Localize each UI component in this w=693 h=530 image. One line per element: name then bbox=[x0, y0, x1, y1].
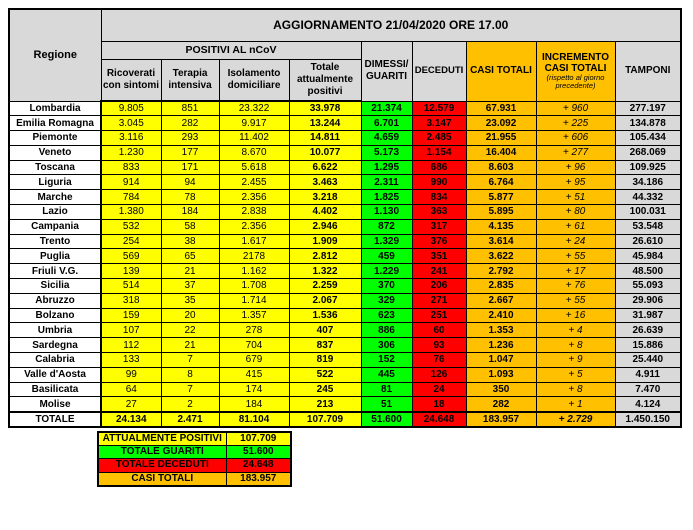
casi-totali-value: 2.410 bbox=[466, 308, 536, 323]
tamponi-value: 26.610 bbox=[615, 234, 681, 249]
totale-positivi-value: 6.622 bbox=[289, 160, 361, 175]
table-row bbox=[9, 175, 681, 190]
incremento-value: + 8 bbox=[536, 338, 615, 353]
table-row bbox=[9, 264, 681, 279]
isolamento-value: 5.618 bbox=[219, 160, 289, 175]
region-name: Trento bbox=[9, 234, 101, 249]
deceduti-value: 2.485 bbox=[412, 131, 466, 146]
dimessi-guariti-value: 459 bbox=[361, 249, 412, 264]
incremento-value: + 1 bbox=[536, 397, 615, 412]
tamponi-value: 34.186 bbox=[615, 175, 681, 190]
incremento-value: + 61 bbox=[536, 219, 615, 234]
dimessi-guariti-value: 51.600 bbox=[361, 412, 412, 427]
isolamento-value: 2.838 bbox=[219, 205, 289, 220]
terapia-intensiva-value: 851 bbox=[161, 101, 219, 116]
casi-totali-value: 183.957 bbox=[466, 412, 536, 427]
column-header-isolamento: Isolamento domiciliare bbox=[219, 59, 289, 101]
dimessi-guariti-value: 1.130 bbox=[361, 205, 412, 220]
terapia-intensiva-value: 65 bbox=[161, 249, 219, 264]
totale-positivi-value: 4.402 bbox=[289, 205, 361, 220]
region-name: Lazio bbox=[9, 205, 101, 220]
ricoverati-value: 9.805 bbox=[101, 101, 161, 116]
isolamento-value: 2178 bbox=[219, 249, 289, 264]
totale-positivi-value: 13.244 bbox=[289, 116, 361, 131]
summary-label: ATTUALMENTE POSITIVI bbox=[98, 432, 226, 446]
terapia-intensiva-value: 171 bbox=[161, 160, 219, 175]
incremento-value: + 5 bbox=[536, 367, 615, 382]
header-row-title bbox=[9, 9, 681, 41]
terapia-intensiva-value: 2 bbox=[161, 397, 219, 412]
column-header-deceduti: DECEDUTI bbox=[412, 41, 466, 101]
isolamento-value: 1.714 bbox=[219, 293, 289, 308]
totale-positivi-value: 2.812 bbox=[289, 249, 361, 264]
ricoverati-value: 833 bbox=[101, 160, 161, 175]
table-row bbox=[9, 308, 681, 323]
tamponi-value: 105.434 bbox=[615, 131, 681, 146]
region-name: Friuli V.G. bbox=[9, 264, 101, 279]
casi-totali-value: 23.092 bbox=[466, 116, 536, 131]
tamponi-value: 268.069 bbox=[615, 145, 681, 160]
casi-totali-value: 2.667 bbox=[466, 293, 536, 308]
region-name: Piemonte bbox=[9, 131, 101, 146]
summary-label: TOTALE GUARITI bbox=[98, 445, 226, 459]
incremento-value: + 606 bbox=[536, 131, 615, 146]
isolamento-value: 23.322 bbox=[219, 101, 289, 116]
terapia-intensiva-value: 184 bbox=[161, 205, 219, 220]
totale-positivi-value: 3.463 bbox=[289, 175, 361, 190]
summary-label: TOTALE DECEDUTI bbox=[98, 459, 226, 473]
totale-positivi-value: 1.322 bbox=[289, 264, 361, 279]
ricoverati-value: 159 bbox=[101, 308, 161, 323]
totale-positivi-value: 2.259 bbox=[289, 279, 361, 294]
table-row bbox=[9, 353, 681, 368]
terapia-intensiva-value: 21 bbox=[161, 338, 219, 353]
region-name: Calabria bbox=[9, 353, 101, 368]
isolamento-value: 8.670 bbox=[219, 145, 289, 160]
ricoverati-value: 107 bbox=[101, 323, 161, 338]
ricoverati-value: 64 bbox=[101, 382, 161, 397]
group-header-positivi: POSITIVI AL nCoV bbox=[101, 41, 361, 59]
summary-table bbox=[97, 431, 292, 487]
table-row bbox=[9, 219, 681, 234]
region-name: Valle d'Aosta bbox=[9, 367, 101, 382]
ricoverati-value: 24.134 bbox=[101, 412, 161, 427]
tamponi-value: 4.911 bbox=[615, 367, 681, 382]
tamponi-value: 4.124 bbox=[615, 397, 681, 412]
deceduti-value: 60 bbox=[412, 323, 466, 338]
summary-label: CASI TOTALI bbox=[98, 472, 226, 486]
region-name: Sicilia bbox=[9, 279, 101, 294]
covid-data-table bbox=[8, 8, 682, 428]
ricoverati-value: 27 bbox=[101, 397, 161, 412]
terapia-intensiva-value: 78 bbox=[161, 190, 219, 205]
casi-totali-value: 8.603 bbox=[466, 160, 536, 175]
summary-row-casi-totali bbox=[98, 472, 291, 486]
dimessi-guariti-value: 152 bbox=[361, 353, 412, 368]
isolamento-value: 81.104 bbox=[219, 412, 289, 427]
incremento-value: + 55 bbox=[536, 249, 615, 264]
terapia-intensiva-value: 282 bbox=[161, 116, 219, 131]
casi-totali-value: 2.792 bbox=[466, 264, 536, 279]
region-name: Bolzano bbox=[9, 308, 101, 323]
totale-positivi-value: 14.811 bbox=[289, 131, 361, 146]
summary-row-totale-deceduti bbox=[98, 459, 291, 473]
incremento-header-line1: INCREMENTO bbox=[541, 52, 610, 63]
table-row-totale bbox=[9, 412, 681, 427]
dimessi-guariti-value: 886 bbox=[361, 323, 412, 338]
tamponi-value: 15.886 bbox=[615, 338, 681, 353]
terapia-intensiva-value: 177 bbox=[161, 145, 219, 160]
terapia-intensiva-value: 7 bbox=[161, 353, 219, 368]
ricoverati-value: 784 bbox=[101, 190, 161, 205]
summary-row-totale-guariti bbox=[98, 445, 291, 459]
region-name: Veneto bbox=[9, 145, 101, 160]
dimessi-guariti-value: 329 bbox=[361, 293, 412, 308]
table-row bbox=[9, 323, 681, 338]
deceduti-value: 241 bbox=[412, 264, 466, 279]
incremento-value: + 2.729 bbox=[536, 412, 615, 427]
dimessi-guariti-value: 1.825 bbox=[361, 190, 412, 205]
table-row bbox=[9, 234, 681, 249]
isolamento-value: 184 bbox=[219, 397, 289, 412]
region-name: Marche bbox=[9, 190, 101, 205]
isolamento-value: 9.917 bbox=[219, 116, 289, 131]
incremento-value: + 17 bbox=[536, 264, 615, 279]
summary-value: 24.648 bbox=[226, 459, 291, 473]
region-name: Abruzzo bbox=[9, 293, 101, 308]
casi-totali-value: 5.895 bbox=[466, 205, 536, 220]
table-row bbox=[9, 367, 681, 382]
terapia-intensiva-value: 20 bbox=[161, 308, 219, 323]
column-header-dimessi-guariti: DIMESSI/ GUARITI bbox=[361, 41, 412, 101]
deceduti-value: 363 bbox=[412, 205, 466, 220]
tamponi-value: 109.925 bbox=[615, 160, 681, 175]
dimessi-guariti-value: 5.173 bbox=[361, 145, 412, 160]
deceduti-value: 76 bbox=[412, 353, 466, 368]
table-row bbox=[9, 249, 681, 264]
totale-positivi-value: 3.218 bbox=[289, 190, 361, 205]
incremento-value: + 16 bbox=[536, 308, 615, 323]
casi-totali-value: 5.877 bbox=[466, 190, 536, 205]
summary-value: 51.600 bbox=[226, 445, 291, 459]
deceduti-value: 376 bbox=[412, 234, 466, 249]
incremento-value: + 80 bbox=[536, 205, 615, 220]
incremento-value: + 4 bbox=[536, 323, 615, 338]
casi-totali-value: 21.955 bbox=[466, 131, 536, 146]
region-name: Toscana bbox=[9, 160, 101, 175]
totale-positivi-value: 245 bbox=[289, 382, 361, 397]
tamponi-value: 29.906 bbox=[615, 293, 681, 308]
region-name: Campania bbox=[9, 219, 101, 234]
casi-totali-value: 1.236 bbox=[466, 338, 536, 353]
tamponi-value: 100.031 bbox=[615, 205, 681, 220]
isolamento-value: 11.402 bbox=[219, 131, 289, 146]
casi-totali-value: 3.614 bbox=[466, 234, 536, 249]
column-header-totale-positivi: Totale attualmente positivi bbox=[289, 59, 361, 101]
isolamento-value: 2.356 bbox=[219, 219, 289, 234]
isolamento-value: 1.357 bbox=[219, 308, 289, 323]
isolamento-value: 1.162 bbox=[219, 264, 289, 279]
isolamento-value: 679 bbox=[219, 353, 289, 368]
incremento-header-note2: precedente) bbox=[555, 81, 596, 90]
totale-positivi-value: 33.978 bbox=[289, 101, 361, 116]
table-row bbox=[9, 131, 681, 146]
casi-totali-value: 4.135 bbox=[466, 219, 536, 234]
column-header-incremento bbox=[536, 41, 615, 101]
update-title: AGGIORNAMENTO 21/04/2020 ORE 17.00 bbox=[101, 9, 681, 41]
dimessi-guariti-value: 21.374 bbox=[361, 101, 412, 116]
table-row bbox=[9, 205, 681, 220]
table-row bbox=[9, 382, 681, 397]
deceduti-value: 686 bbox=[412, 160, 466, 175]
dimessi-guariti-value: 81 bbox=[361, 382, 412, 397]
deceduti-value: 1.154 bbox=[412, 145, 466, 160]
isolamento-value: 174 bbox=[219, 382, 289, 397]
region-name: Basilicata bbox=[9, 382, 101, 397]
tamponi-value: 25.440 bbox=[615, 353, 681, 368]
region-name: Emilia Romagna bbox=[9, 116, 101, 131]
ricoverati-value: 133 bbox=[101, 353, 161, 368]
casi-totali-value: 6.764 bbox=[466, 175, 536, 190]
region-name: Lombardia bbox=[9, 101, 101, 116]
dimessi-guariti-value: 306 bbox=[361, 338, 412, 353]
table-row bbox=[9, 397, 681, 412]
table-row bbox=[9, 293, 681, 308]
ricoverati-value: 569 bbox=[101, 249, 161, 264]
dimessi-guariti-value: 6.701 bbox=[361, 116, 412, 131]
column-header-terapia-intensiva: Terapia intensiva bbox=[161, 59, 219, 101]
terapia-intensiva-value: 94 bbox=[161, 175, 219, 190]
region-name: TOTALE bbox=[9, 412, 101, 427]
region-name: Sardegna bbox=[9, 338, 101, 353]
deceduti-value: 24 bbox=[412, 382, 466, 397]
terapia-intensiva-value: 8 bbox=[161, 367, 219, 382]
table-row bbox=[9, 338, 681, 353]
tamponi-value: 1.450.150 bbox=[615, 412, 681, 427]
ricoverati-value: 532 bbox=[101, 219, 161, 234]
dimessi-guariti-value: 2.311 bbox=[361, 175, 412, 190]
column-header-tamponi: TAMPONI bbox=[615, 41, 681, 101]
tamponi-value: 134.878 bbox=[615, 116, 681, 131]
terapia-intensiva-value: 38 bbox=[161, 234, 219, 249]
tamponi-value: 31.987 bbox=[615, 308, 681, 323]
casi-totali-value: 1.353 bbox=[466, 323, 536, 338]
totale-positivi-value: 107.709 bbox=[289, 412, 361, 427]
isolamento-value: 2.356 bbox=[219, 190, 289, 205]
isolamento-value: 1.617 bbox=[219, 234, 289, 249]
dimessi-guariti-value: 623 bbox=[361, 308, 412, 323]
dimessi-guariti-value: 872 bbox=[361, 219, 412, 234]
region-name: Umbria bbox=[9, 323, 101, 338]
casi-totali-value: 2.835 bbox=[466, 279, 536, 294]
table-row bbox=[9, 101, 681, 116]
ricoverati-value: 1.230 bbox=[101, 145, 161, 160]
table-body bbox=[9, 101, 681, 427]
terapia-intensiva-value: 293 bbox=[161, 131, 219, 146]
ricoverati-value: 139 bbox=[101, 264, 161, 279]
deceduti-value: 834 bbox=[412, 190, 466, 205]
casi-totali-value: 67.931 bbox=[466, 101, 536, 116]
incremento-value: + 55 bbox=[536, 293, 615, 308]
ricoverati-value: 318 bbox=[101, 293, 161, 308]
tamponi-value: 45.984 bbox=[615, 249, 681, 264]
terapia-intensiva-value: 2.471 bbox=[161, 412, 219, 427]
dimessi-guariti-value: 370 bbox=[361, 279, 412, 294]
table-row bbox=[9, 279, 681, 294]
ricoverati-value: 112 bbox=[101, 338, 161, 353]
incremento-header-line2: CASI TOTALI bbox=[544, 63, 607, 74]
dimessi-guariti-value: 1.329 bbox=[361, 234, 412, 249]
dimessi-guariti-value: 4.659 bbox=[361, 131, 412, 146]
deceduti-value: 317 bbox=[412, 219, 466, 234]
table-row bbox=[9, 190, 681, 205]
tamponi-value: 26.639 bbox=[615, 323, 681, 338]
incremento-value: + 960 bbox=[536, 101, 615, 116]
deceduti-value: 271 bbox=[412, 293, 466, 308]
incremento-value: + 9 bbox=[536, 353, 615, 368]
region-name: Puglia bbox=[9, 249, 101, 264]
deceduti-value: 990 bbox=[412, 175, 466, 190]
tamponi-value: 277.197 bbox=[615, 101, 681, 116]
deceduti-value: 18 bbox=[412, 397, 466, 412]
isolamento-value: 278 bbox=[219, 323, 289, 338]
incremento-value: + 76 bbox=[536, 279, 615, 294]
totale-positivi-value: 522 bbox=[289, 367, 361, 382]
deceduti-value: 93 bbox=[412, 338, 466, 353]
totale-positivi-value: 10.077 bbox=[289, 145, 361, 160]
column-header-regione: Regione bbox=[9, 9, 101, 101]
totale-positivi-value: 1.536 bbox=[289, 308, 361, 323]
deceduti-value: 24.648 bbox=[412, 412, 466, 427]
table-row bbox=[9, 145, 681, 160]
terapia-intensiva-value: 22 bbox=[161, 323, 219, 338]
table-row bbox=[9, 116, 681, 131]
totale-positivi-value: 407 bbox=[289, 323, 361, 338]
column-header-casi-totali: CASI TOTALI bbox=[466, 41, 536, 101]
casi-totali-value: 3.622 bbox=[466, 249, 536, 264]
incremento-value: + 95 bbox=[536, 175, 615, 190]
region-name: Molise bbox=[9, 397, 101, 412]
tamponi-value: 55.093 bbox=[615, 279, 681, 294]
isolamento-value: 1.708 bbox=[219, 279, 289, 294]
casi-totali-value: 350 bbox=[466, 382, 536, 397]
dimessi-guariti-value: 445 bbox=[361, 367, 412, 382]
casi-totali-value: 16.404 bbox=[466, 145, 536, 160]
casi-totali-value: 1.047 bbox=[466, 353, 536, 368]
column-header-ricoverati: Ricoverati con sintomi bbox=[101, 59, 161, 101]
terapia-intensiva-value: 35 bbox=[161, 293, 219, 308]
header-row-groups bbox=[9, 41, 681, 59]
totale-positivi-value: 819 bbox=[289, 353, 361, 368]
summary-value: 107.709 bbox=[226, 432, 291, 446]
terapia-intensiva-value: 37 bbox=[161, 279, 219, 294]
terapia-intensiva-value: 58 bbox=[161, 219, 219, 234]
totale-positivi-value: 2.946 bbox=[289, 219, 361, 234]
table-row bbox=[9, 160, 681, 175]
ricoverati-value: 3.045 bbox=[101, 116, 161, 131]
deceduti-value: 12.579 bbox=[412, 101, 466, 116]
summary-value: 183.957 bbox=[226, 472, 291, 486]
tamponi-value: 48.500 bbox=[615, 264, 681, 279]
ricoverati-value: 3.116 bbox=[101, 131, 161, 146]
region-name: Liguria bbox=[9, 175, 101, 190]
incremento-value: + 51 bbox=[536, 190, 615, 205]
ricoverati-value: 514 bbox=[101, 279, 161, 294]
incremento-value: + 225 bbox=[536, 116, 615, 131]
incremento-value: + 24 bbox=[536, 234, 615, 249]
deceduti-value: 3.147 bbox=[412, 116, 466, 131]
totale-positivi-value: 213 bbox=[289, 397, 361, 412]
tamponi-value: 7.470 bbox=[615, 382, 681, 397]
ricoverati-value: 1.380 bbox=[101, 205, 161, 220]
dimessi-guariti-value: 1.229 bbox=[361, 264, 412, 279]
totale-positivi-value: 2.067 bbox=[289, 293, 361, 308]
deceduti-value: 126 bbox=[412, 367, 466, 382]
deceduti-value: 206 bbox=[412, 279, 466, 294]
dimessi-guariti-value: 1.295 bbox=[361, 160, 412, 175]
incremento-value: + 8 bbox=[536, 382, 615, 397]
ricoverati-value: 99 bbox=[101, 367, 161, 382]
terapia-intensiva-value: 7 bbox=[161, 382, 219, 397]
deceduti-value: 251 bbox=[412, 308, 466, 323]
incremento-value: + 96 bbox=[536, 160, 615, 175]
casi-totali-value: 282 bbox=[466, 397, 536, 412]
deceduti-value: 351 bbox=[412, 249, 466, 264]
isolamento-value: 704 bbox=[219, 338, 289, 353]
tamponi-value: 53.548 bbox=[615, 219, 681, 234]
isolamento-value: 2.455 bbox=[219, 175, 289, 190]
ricoverati-value: 254 bbox=[101, 234, 161, 249]
terapia-intensiva-value: 21 bbox=[161, 264, 219, 279]
ricoverati-value: 914 bbox=[101, 175, 161, 190]
casi-totali-value: 1.093 bbox=[466, 367, 536, 382]
totale-positivi-value: 1.909 bbox=[289, 234, 361, 249]
incremento-header-note1: (rispetto al giorno bbox=[546, 73, 605, 82]
incremento-value: + 277 bbox=[536, 145, 615, 160]
dimessi-guariti-value: 51 bbox=[361, 397, 412, 412]
summary-row-attualmente-positivi bbox=[98, 432, 291, 446]
isolamento-value: 415 bbox=[219, 367, 289, 382]
totale-positivi-value: 837 bbox=[289, 338, 361, 353]
tamponi-value: 44.332 bbox=[615, 190, 681, 205]
